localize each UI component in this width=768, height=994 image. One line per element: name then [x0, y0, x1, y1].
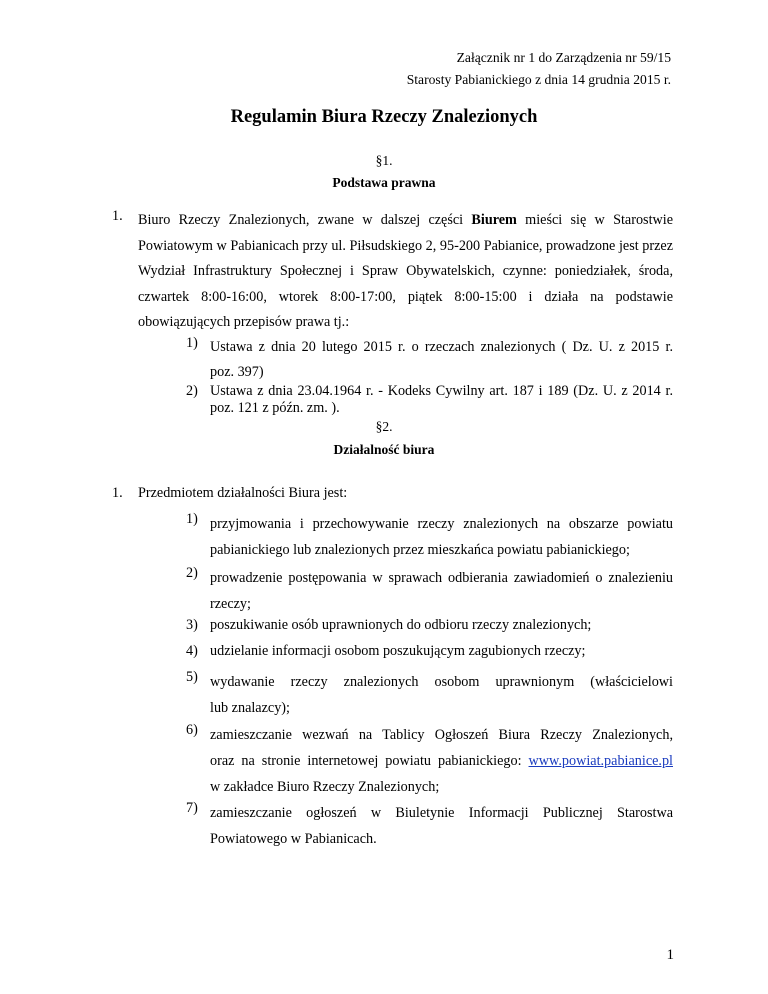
page-number: 1: [666, 947, 674, 963]
paragraph-line: pabianickiego lub znalezionych przez mieszkańca powiatu pabianickiego;: [210, 542, 630, 558]
annex-header: [407, 47, 671, 91]
paragraph-line: Wydział Infrastruktury Społecznej i Spraw Obywatelskich, czynne: poniedziałek, środa,: [138, 263, 673, 280]
subitem-marker: 1): [186, 335, 198, 351]
paragraph-line: czwartek 8:00-16:00, wtorek 8:00-17:00, piątek 8:00-15:00 i działa na podstawie: [138, 288, 673, 305]
paragraph-line: lub znalazcy);: [210, 700, 290, 716]
section-2-subitem-1: [210, 511, 673, 563]
section-2-subitem-4: udzielanie informacji osobom poszukującym zagubionych rzeczy;: [210, 643, 586, 659]
section-2-subitem-3: poszukiwanie osób uprawnionych do odbioru rzeczy znalezionych;: [210, 617, 592, 633]
bold-term: Biurem: [471, 212, 517, 228]
subitem-marker: 4): [186, 643, 198, 659]
document-title: Regulamin Biura Rzeczy Znalezionych: [230, 107, 538, 127]
paragraph-line: oraz na stronie internetowej powiatu pabianickiego: www.powiat.pabianice.pl: [210, 753, 673, 769]
subitem-marker: 3): [186, 617, 198, 633]
section-2-item-1: Przedmiotem działalności Biura jest:: [138, 485, 348, 501]
subitem-marker: 1): [186, 511, 198, 527]
section-1-subitem-1: [210, 335, 673, 385]
website-link[interactable]: www.powiat.pabianice.pl: [528, 753, 673, 769]
subitem-marker: 5): [186, 669, 198, 685]
paragraph-line: poz. 397): [210, 364, 264, 380]
subitem-marker: 2): [186, 383, 198, 399]
annex-line-1: Załącznik nr 1 do Zarządzenia nr 59/15: [456, 50, 671, 65]
paragraph-line: przyjmowania i przechowywanie rzeczy znalezionych na obszarze powiatu: [210, 516, 673, 532]
section-2-heading: Działalność biura: [333, 442, 435, 457]
section-1-item-1: [138, 208, 673, 336]
paragraph-line: wydawanie rzeczy znalezionych osobom uprawnionym (właścicielowi: [210, 674, 673, 690]
section-2-subitem-2: [210, 565, 673, 617]
item-marker: 1.: [112, 208, 123, 224]
item-marker: 1.: [112, 485, 123, 501]
paragraph-line: zamieszczanie ogłoszeń w Biuletynie Informacji Publicznej Starostwa: [210, 805, 673, 821]
section-2-number: §2.: [375, 419, 393, 434]
subitem-marker: 6): [186, 722, 198, 738]
subitem-marker: 2): [186, 565, 198, 581]
paragraph-line: Biuro Rzeczy Znalezionych, zwane w dalszej części Biurem mieści się w Starostwie: [138, 212, 673, 228]
section-2-subitem-7: [210, 800, 673, 852]
paragraph-line: obowiązujących przepisów prawa tj.:: [138, 314, 350, 331]
section-2-subitem-6: [210, 722, 673, 800]
section-2-subitem-5: [210, 669, 673, 721]
section-1-subitem-2: [210, 383, 673, 417]
paragraph-line: Powiatowym w Pabianicach przy ul. Piłsudskiego 2, 95-200 Pabianice, prowadzone jest przez: [138, 237, 673, 254]
paragraph-line: poz. 121 z późn. zm. ).: [210, 400, 340, 416]
paragraph-line: prowadzenie postępowania w sprawach odbierania zawiadomień o znalezieniu: [210, 570, 673, 586]
paragraph-line: rzeczy;: [210, 596, 251, 612]
paragraph-line: Ustawa z dnia 23.04.1964 r. - Kodeks Cywilny art. 187 i 189 (Dz. U. z 2014 r.: [210, 383, 673, 399]
subitem-marker: 7): [186, 800, 198, 816]
section-1-heading: Podstawa prawna: [332, 175, 436, 190]
annex-line-2: Starosty Pabianickiego z dnia 14 grudnia 2015 r.: [406, 72, 671, 87]
paragraph-line: Ustawa z dnia 20 lutego 2015 r. o rzeczach znalezionych ( Dz. U. z 2015 r.: [210, 339, 673, 355]
paragraph-line: Powiatowego w Pabianicach.: [210, 831, 377, 847]
paragraph-line: zamieszczanie wezwań na Tablicy Ogłoszeń Biura Rzeczy Znalezionych,: [210, 727, 673, 743]
section-1-number: §1.: [375, 153, 393, 168]
paragraph-line: w zakładce Biuro Rzeczy Znalezionych;: [210, 779, 440, 795]
